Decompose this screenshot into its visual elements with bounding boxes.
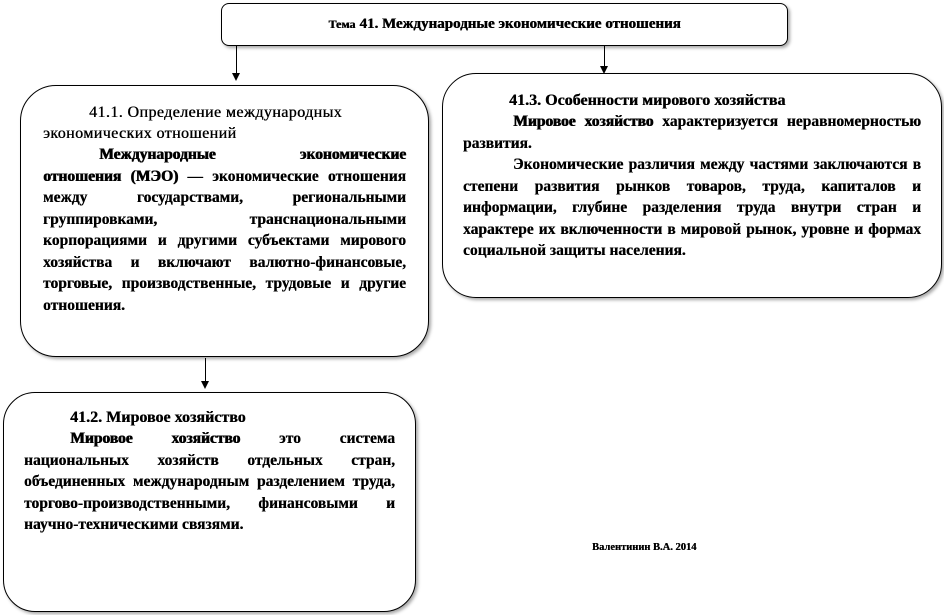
author-credit: Валентинин В.А. 2014 (592, 542, 697, 553)
world-economy-text (24, 428, 395, 536)
world-economy-term: Мировое хозяйство (70, 430, 241, 447)
features-term: Мировое хозяйство (513, 113, 654, 130)
world-economy-body: это система национальных хозяйств отдельных стран, объединенных международным разделением труда, торгово-производственными, финансовыми и научно-техническими связями. (24, 430, 395, 533)
arrow-to-definition (236, 46, 237, 79)
topic-prefix: Тема (328, 17, 356, 31)
definition-heading: 41.1. Определение международных экономических отношений (43, 104, 343, 142)
definition-box (20, 85, 429, 357)
definition-text (43, 144, 406, 316)
features-text-1 (463, 111, 921, 154)
topic-title: 41. Международные экономические отношения (359, 16, 681, 32)
arrow-to-features (604, 46, 605, 72)
definition-body: — экономические отношения между государствами, региональными группировками, транснациональными корпорациями и другими субъектами мирового хозяйства и включают валютно-финансовые, торговые, производственные, трудовые и другие отношения. (43, 167, 406, 314)
topic-title-box (221, 3, 788, 46)
features-text-2: Экономические различия между частями заключаются в степени развития рынков товаров, труда, капиталов и информации, глубине разделения труда внутри стран и характере их включенности в мировой рынок, уровне и формах социальной защиты населения. (463, 156, 921, 259)
world-economy-heading: 41.2. Мировое хозяйство (70, 409, 246, 426)
features-body-1: характеризуется неравномерностью развития. (463, 113, 921, 152)
definition-term: Международные экономические отношения (МЭО) (43, 146, 406, 185)
arrow-to-world-economy (205, 358, 206, 387)
features-box (442, 73, 942, 298)
features-heading: 41.3. Особенности мирового хозяйства (509, 92, 786, 109)
world-economy-box (3, 392, 416, 612)
